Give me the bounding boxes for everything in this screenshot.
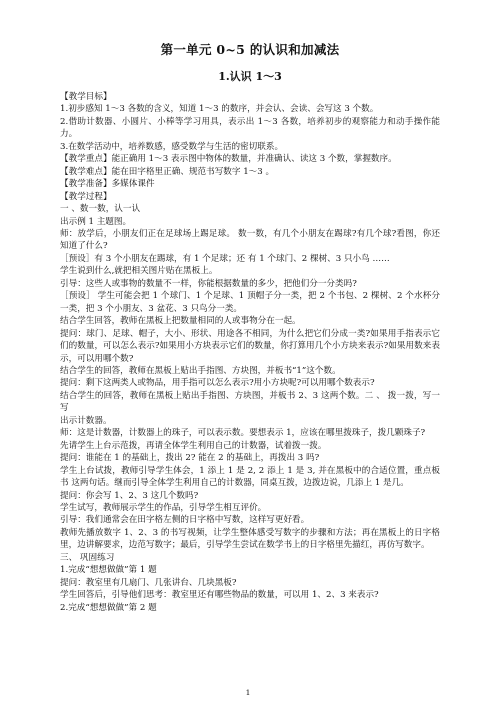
paragraph: 三、 巩固练习 [60,552,115,563]
paragraph: 【教学准备】多媒体课件 [60,179,155,190]
paragraph: 教师先播放数字 1、2、3 的书写视频，让学生整体感受写数字的步骤和方法；再在黑板上的日字格里，边讲解要求，边范写数字；最后，引导学生尝试在数学书上的日字格里先描红，再仿写数字。 [60,527,440,551]
paragraph: 1.初步感知 1～3 各数的含义，知道 1～3 的数序，并会认、会读、会写这 3 个数。 [60,104,379,115]
paragraph: 结合学生回答，教师在黑板上把数量相同的人或事物分在一起。 [60,316,301,327]
paragraph: 3.在数学活动中，培养数感，感受数学与生活的密切联系。 [60,141,284,152]
paragraph: ［预设］ 学生可能会把 1 个球门、1 个足球、1 顶帽子分一类，把 2 个书包、2 棵树、2 个水杯分一类，把 3 个小朋友、3 盆花、3 只鸟分一类。 [60,291,440,314]
paragraph: 【教学过程】 [60,191,112,202]
lesson-subtitle: 1.认识 1～3 [218,70,282,83]
paragraph: 【教学目标】 [60,92,112,102]
paragraph: 提问：教室里有几扇门、几张讲台、几块黑板? [60,577,237,588]
paragraph: ［预设］有 3 个小朋友在踢球，有 1 个足球；还 有 1 个球门、2 棵树、3 只小鸟 …… [60,253,390,264]
document-title: 第一单元 0~5 的认识和加减法 [160,42,340,57]
paragraph: 【教学难点】能在田字格里正确、规范书写数字 1～3 。 [60,166,275,177]
paragraph: 学生上台试拨，教师引导学生体会，1 添上 1 是 2, 2 添上 1 是 3, 并在黑板中的合适位置，重点板书 这两句话。继而引导全体学生利用自己的计数器，同桌互拨，边拨边说，几添上 1 是几。 [60,465,440,489]
paragraph: 引导：这些人或事物的数量不一样，你能根据数量的多少，把他们分一分类吗? [60,278,357,289]
paragraph: 结合学生的回答，教师在黑板上贴出手指图、方块图，并板书 2、3 这两个数。二 、 拨一拨，写一写 [60,390,440,414]
paragraph: 师：放学后，小朋友们正在足球场上踢足球。 数一数，有几个小朋友在踢球?有几个球?看图，你还知道了什么? [60,228,440,252]
paragraph: 【教学重点】能正确用 1～3 表示图中物体的数量，并准确认、读这 3 个数，掌握数序。 [60,154,397,165]
paragraph: 学生说到什么,就把相关图片贴在黑板上。 [60,266,218,277]
paragraph: 提问：谁能在 1 的基础上，拨出 2? 能在 2 的基础上，再拨出 3 吗? [60,453,320,464]
paragraph: 结合学生的回答，教师在黑板上贴出手指图、方块图，并板书“1”这个数。 [60,365,341,376]
paragraph: 提问：球门、足球、帽子，大小、形状、用途各不相同，为什么把它们分成一类?如果用手指表示它们的数量，可以怎么表示?如果用小方块表示它们的数量，你打算用几个小方块来表示?如果用数来表示，可以用哪个数? [60,328,440,364]
paragraph: 2.借助计数器、小圆片、小棒等学习用具，表示出 1～3 各数，培养初步的观察能力和动手操作能力。 [60,116,440,140]
paragraph: 提问：你会写 1、2、3 这几个数吗? [60,490,199,501]
paragraph: 出示例 1 主题图。 [60,216,132,227]
paragraph: 1.完成“想想做做”第 1 题 [60,565,157,576]
paragraph: 一 、数一数，认一认 [60,204,141,215]
paragraph: 学生试写，教师展示学生的作品，引导学生相互评价。 [60,502,267,513]
document-body [60,91,440,614]
paragraph: 提问：剩下这两类人或物品，用手指可以怎么表示?用小方块呢?可以用哪个数表示? [60,378,375,389]
paragraph: 先请学生上台示范拨，再请全体学生利用自己的计数器，试着拨一拨。 [60,440,327,451]
paragraph: 引导：我们通常会在田字格左侧的日字格中写数，这样写更好看。 [60,515,310,526]
paragraph: 学生回答后，引导他们思考：教室里还有哪些物品的数量，可以用 1、2、3 来表示? [60,590,379,601]
page-number: 1 [245,688,251,697]
paragraph: 2.完成“想想做做”第 2 题 [60,602,157,613]
paragraph: 师：这是计数器，计数器上的珠子，可以表示数。要想表示 1，应该在哪里拨珠子，拨几颗珠子? [60,428,426,439]
paragraph: 出示计数器。 [60,415,112,426]
